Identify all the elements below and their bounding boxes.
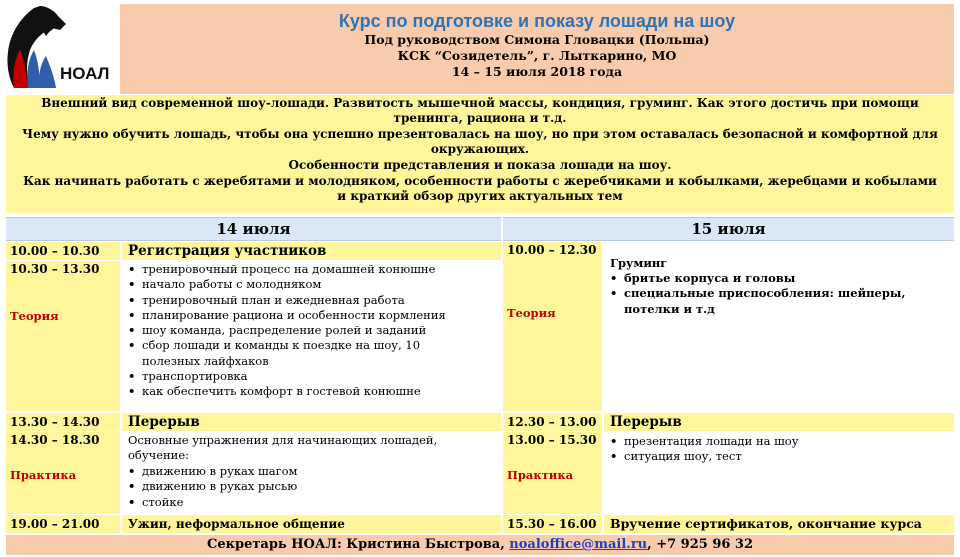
day1-practice-time-cell	[6, 432, 120, 514]
instructor-line: Под руководством Симона Гловацки (Польша)	[364, 32, 710, 47]
list-item: • планирование рациона и особенности кормления	[122, 308, 501, 323]
list-item: • тренировочный процесс на домашней конюшне	[122, 262, 501, 277]
venue-line: КСК “Созидетель”, г. Лыткарино, МО	[397, 48, 677, 63]
list-item: • шоу команда, распределение ролей и заданий	[122, 323, 501, 338]
day2-theory-label: Теория	[507, 306, 556, 320]
dates-line: 14 – 15 июля 2018 года	[451, 64, 623, 79]
course-header	[120, 4, 954, 94]
topic-text: Чему нужно обучить лошадь, чтобы она успешно презентовалась на шоу, но при этом оставалась безопасной и комфортной для	[22, 127, 938, 141]
logo	[0, 0, 120, 94]
course-title: Курс по подготовке и показу лошади на шоу	[338, 11, 736, 31]
day1-theory-label: Теория	[10, 309, 59, 323]
list-item: • движению в руках рысью	[122, 479, 501, 494]
topic-text: Внешний вид современной шоу-лошади. Развитость мышечной массы, кондиция, груминг. Как этого достичь при помощи	[41, 96, 919, 110]
day2-time-practice: 13.00 – 15.30	[507, 433, 597, 447]
day2-theory-time-cell	[503, 242, 602, 411]
list-item: • движению в руках шагом	[122, 464, 501, 479]
day2-practice-label: Практика	[507, 468, 574, 482]
footer-phone: , +7 925 96 32	[647, 537, 754, 552]
day1-time-practice: 14.30 – 18.30	[10, 433, 100, 447]
day2-time-break: 12.30 – 13.00	[503, 413, 602, 431]
day2-time-certificates: 15.30 – 16.00	[503, 515, 602, 533]
topic-text: и краткий обзор других актуальных тем	[337, 189, 623, 203]
day2-theory-content	[604, 242, 954, 411]
day1-time-dinner: 19.00 – 21.00	[6, 515, 120, 533]
day2-header: 15 июля	[503, 217, 954, 241]
list-item: • бритье корпуса и головы	[604, 271, 954, 286]
day1-header: 14 июля	[6, 217, 501, 241]
list-item: • транспортировка	[122, 369, 501, 384]
day1-registration: Регистрация участников	[122, 242, 501, 260]
topic-text: окружающих.	[430, 142, 530, 156]
day2-time-theory: 10.00 – 12.30	[507, 243, 597, 257]
day1-theory-content	[122, 261, 501, 411]
list-item: • ситуация шоу, тест	[604, 449, 954, 464]
footer-prefix: Секретарь НОАЛ: Кристина Быстрова,	[206, 537, 510, 552]
list-item: • стойке	[122, 495, 501, 510]
topic-text: Особенности представления и показа лошади на шоу.	[288, 158, 672, 172]
day1-theory-time-cell	[6, 261, 120, 411]
day2-practice-content	[604, 432, 954, 514]
day1-time-registration: 10.00 – 10.30	[6, 242, 120, 260]
day1-time-theory: 10.30 – 13.30	[10, 262, 100, 276]
topics-section	[6, 95, 954, 213]
day1-practice-label: Практика	[10, 468, 77, 482]
topic-text: Как начинать работать с жеребятами и молодняком, особенности работы с жеребчиками и кобылками, жеребцами и кобылами	[23, 174, 937, 188]
footer-contact	[6, 535, 954, 555]
list-item: • начало работы с молодняком	[122, 277, 501, 292]
grooming-heading: Груминг	[610, 256, 668, 270]
day1-time-break: 13.30 – 14.30	[6, 413, 120, 431]
day1-dinner: Ужин, неформальное общение	[122, 515, 501, 533]
email-link[interactable]: noaloffice@mail.ru	[509, 537, 648, 552]
list-item: • специальные приспособления: шейперы, потелки и т.д	[604, 286, 924, 317]
list-item: • тренировочный план и ежедневная работа	[122, 293, 501, 308]
day1-break: Перерыв	[122, 413, 501, 431]
topic-text: тренинга, рациона и т.д.	[393, 111, 567, 125]
day2-practice-time-cell	[503, 432, 602, 514]
list-item: • как обеспечить комфорт в гостевой конюшне	[122, 384, 501, 399]
day2-break: Перерыв	[604, 413, 954, 431]
list-item: • презентация лошади на шоу	[604, 434, 954, 449]
day1-practice-content	[122, 432, 501, 514]
day2-certificates: Вручение сертификатов, окончание курса	[604, 515, 954, 533]
practice-intro: Основные упражнения для начинающих лошадей, обучение:	[128, 433, 438, 462]
logo-text: НОАЛ	[60, 64, 110, 83]
list-item: • сбор лошади и команды к поездке на шоу, 10 полезных лайфхаков	[122, 338, 472, 369]
